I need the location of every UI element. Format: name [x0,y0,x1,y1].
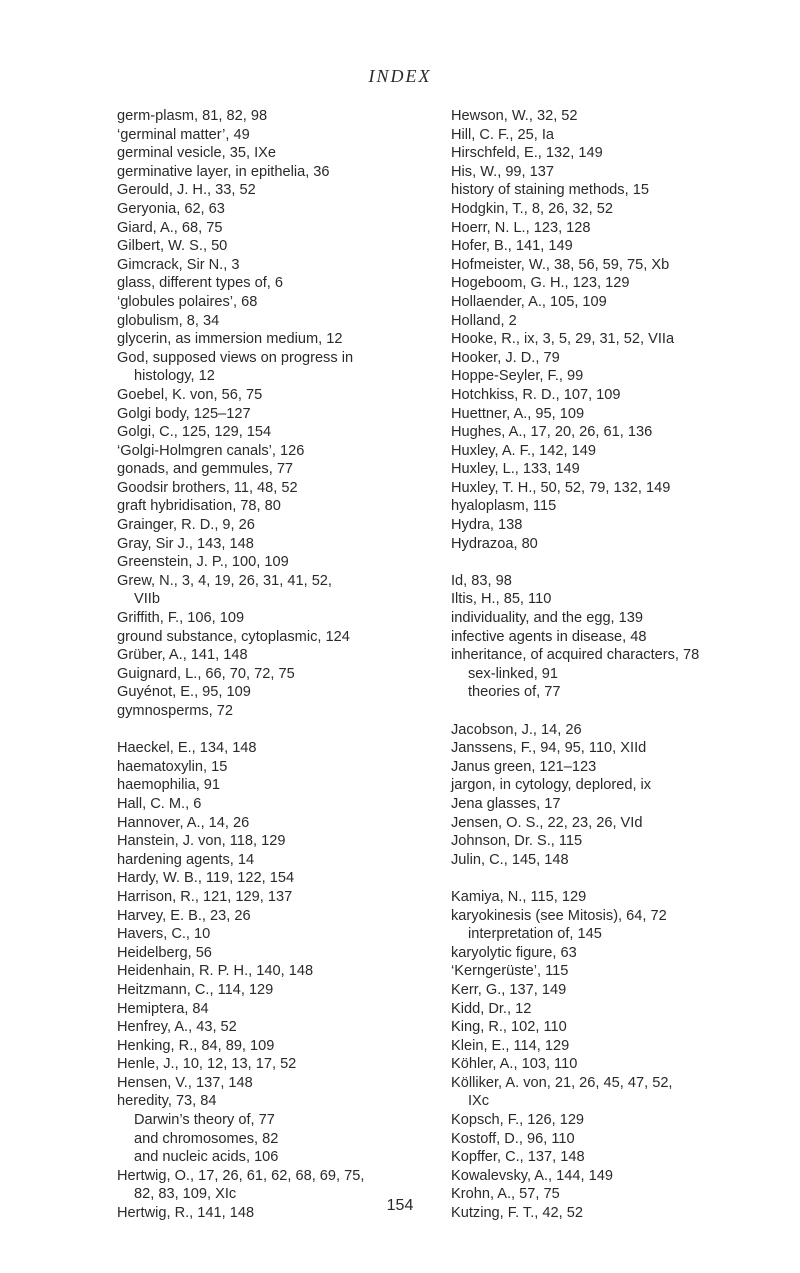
index-entry: Kostoff, D., 96, 110 [451,1130,575,1147]
index-entry: germinal vesicle, 35, IXe [117,145,276,162]
index-entry: gonads, and gemmules, 77 [117,461,294,478]
index-entry: Grainger, R. D., 9, 26 [117,517,255,534]
index-entry: Hooke, R., ix, 3, 5, 29, 31, 52, VIIa [451,331,675,348]
index-column-right [451,107,781,1223]
section-gap [451,702,781,721]
index-entry: God, supposed views on progress in [117,349,354,366]
index-entry: ‘Golgi-Holmgren canals’, 126 [117,442,305,459]
index-entry: Hannover, A., 14, 26 [117,814,250,831]
index-entry: Kerr, G., 137, 149 [451,981,567,998]
index-entry: Jena glasses, 17 [451,795,561,812]
index-entry: hyaloplasm, 115 [451,498,557,515]
index-entry: ground substance, cytoplasmic, 124 [117,628,350,645]
index-entry: Julin, C., 145, 148 [451,851,569,868]
index-entry: history of staining methods, 15 [451,182,649,199]
index-entry: Golgi, C., 125, 129, 154 [117,424,272,441]
index-entry: Heidelberg, 56 [117,944,212,961]
index-entry: Hemiptera, 84 [117,1000,209,1017]
index-entry: jargon, in cytology, deplored, ix [451,777,652,794]
index-entry: Hertwig, O., 17, 26, 61, 62, 68, 69, 75, [117,1167,365,1184]
index-entry: Havers, C., 10 [117,926,211,943]
index-entry: Kutzing, F. T., 42, 52 [451,1205,583,1222]
index-entry: ‘globules polaires’, 68 [117,293,258,310]
index-entry: Grew, N., 3, 4, 19, 26, 31, 41, 52, [117,572,332,589]
index-subentry: and chromosomes, 82 [134,1130,279,1147]
section-gap [451,553,781,572]
index-entry: ‘Kerngerüste’, 115 [451,963,569,980]
index-entry: Gilbert, W. S., 50 [117,238,228,255]
index-entry: haemophilia, 91 [117,777,221,794]
index-entry: Haeckel, E., 134, 148 [117,740,257,757]
index-entry-continuation: IXc [468,1093,490,1110]
index-entry: Grüber, A., 141, 148 [117,647,248,664]
index-entry: Golgi body, 125–127 [117,405,251,422]
index-entry: glycerin, as immersion medium, 12 [117,331,343,348]
index-entry: Giard, A., 68, 75 [117,219,223,236]
index-subentry: theories of, 77 [468,684,561,701]
index-entry: graft hybridisation, 78, 80 [117,498,281,515]
index-entry: Krohn, A., 57, 75 [451,1186,560,1203]
index-entry: Griffith, F., 106, 109 [117,610,245,627]
index-entry: karyolytic figure, 63 [451,944,577,961]
index-entry: Kopsch, F., 126, 129 [451,1112,585,1129]
index-entry: gymnosperms, 72 [117,703,233,719]
index-entry: Hotchkiss, R. D., 107, 109 [451,386,621,403]
index-entry: haematoxylin, 15 [117,758,228,775]
index-entry: Jacobson, J., 14, 26 [451,721,582,738]
index-entry: Holland, 2 [451,312,517,329]
index-entry: Hewson, W., 32, 52 [451,108,578,124]
index-entry: Guignard, L., 66, 70, 72, 75 [117,665,295,682]
index-entry: Huxley, A. F., 142, 149 [451,442,596,459]
index-entry: germ-plasm, 81, 82, 98 [117,108,268,124]
index-entry: ‘germinal matter’, 49 [117,126,250,143]
index-entry: Janssens, F., 94, 95, 110, XIId [451,740,647,757]
index-entry: Kowalevsky, A., 144, 149 [451,1167,613,1184]
index-entry: individuality, and the egg, 139 [451,610,644,627]
index-entry: Id, 83, 98 [451,572,512,589]
index-entry: Henking, R., 84, 89, 109 [117,1037,275,1054]
index-entry: Iltis, H., 85, 110 [451,591,552,608]
index-entry-continuation: VIIb [134,591,160,608]
index-entry: Huxley, T. H., 50, 52, 79, 132, 149 [451,479,671,496]
index-entry: Goebel, K. von, 56, 75 [117,386,263,403]
index-entry: Hardy, W. B., 119, 122, 154 [117,870,295,887]
page-number: 154 [386,1197,414,1214]
index-entry: Gimcrack, Sir N., 3 [117,256,240,273]
index-entry: Greenstein, J. P., 100, 109 [117,554,289,571]
index-subentry: Darwin’s theory of, 77 [134,1112,275,1129]
index-entry: Heitzmann, C., 114, 129 [117,981,274,998]
index-entry: Gray, Sir J., 143, 148 [117,535,254,552]
index-entry: Gerould, J. H., 33, 52 [117,182,256,199]
index-entry: Huxley, L., 133, 149 [451,461,580,478]
section-gap [451,869,781,888]
index-column-left [117,107,437,1223]
index-entry: Kölliker, A. von, 21, 26, 45, 47, 52, [451,1074,673,1091]
index-entry: Hanstein, J. von, 118, 129 [117,833,286,850]
index-entry: Hall, C. M., 6 [117,795,202,812]
index-entry: Huettner, A., 95, 109 [451,405,585,422]
index-entry: karyokinesis (see Mitosis), 64, 72 [451,907,667,924]
index-subentry: sex-linked, 91 [468,665,559,682]
index-entry: Harrison, R., 121, 129, 137 [117,888,293,905]
index-entry: Heidenhain, R. P. H., 140, 148 [117,963,314,980]
index-entry: germinative layer, in epithelia, 36 [117,163,330,180]
index-entry: Goodsir brothers, 11, 48, 52 [117,479,298,496]
index-entry: Hooker, J. D., 79 [451,349,560,366]
index-entry: Hensen, V., 137, 148 [117,1074,253,1091]
index-entry: Hofer, B., 141, 149 [451,238,573,255]
index-entry: Hirschfeld, E., 132, 149 [451,145,603,162]
index-entry: Hydrazoa, 80 [451,535,538,552]
index-entry: King, R., 102, 110 [451,1019,567,1036]
index-entry: Johnson, Dr. S., 115 [451,833,583,850]
index-entry: Hoerr, N. L., 123, 128 [451,219,591,236]
index-entry-continuation: 82, 83, 109, XIc [134,1186,237,1203]
index-entry: Hertwig, R., 141, 148 [117,1205,255,1222]
index-entry: Kopffer, C., 137, 148 [451,1149,585,1166]
index-entry: hardening agents, 14 [117,851,255,868]
page-header: INDEX [368,66,432,86]
index-entry: heredity, 73, 84 [117,1093,217,1110]
index-subentry: and nucleic acids, 106 [134,1149,279,1166]
index-entry: Hofmeister, W., 38, 56, 59, 75, Xb [451,256,670,273]
index-entry: Klein, E., 114, 129 [451,1037,570,1054]
index-entry: Jensen, O. S., 22, 23, 26, VId [451,814,643,831]
index-entry: Hogeboom, G. H., 123, 129 [451,275,630,292]
index-entry: glass, different types of, 6 [117,275,284,292]
index-entry: Guyénot, E., 95, 109 [117,684,251,701]
index-entry-continuation: histology, 12 [134,368,215,385]
index-entry: infective agents in disease, 48 [451,628,647,645]
index-entry: Hill, C. F., 25, Ia [451,126,554,143]
index-entry: Hodgkin, T., 8, 26, 32, 52 [451,200,613,217]
index-entry: Hydra, 138 [451,517,523,534]
index-entry: globulism, 8, 34 [117,312,220,329]
index-entry: Hoppe-Seyler, F., 99 [451,368,584,385]
index-entry: inheritance, of acquired characters, 78 [451,647,700,664]
index-entry: Hughes, A., 17, 20, 26, 61, 136 [451,424,653,441]
index-entry: Kamiya, N., 115, 129 [451,888,587,905]
index-subentry: interpretation of, 145 [468,926,602,943]
index-entry: Hollaender, A., 105, 109 [451,293,607,310]
index-entry: Henfrey, A., 43, 52 [117,1019,237,1036]
index-entry: Janus green, 121–123 [451,758,597,775]
index-entry: His, W., 99, 137 [451,163,555,180]
index-entry: Henle, J., 10, 12, 13, 17, 52 [117,1056,297,1073]
section-gap [117,721,437,740]
index-entry: Kidd, Dr., 12 [451,1000,532,1017]
index-entry: Harvey, E. B., 23, 26 [117,907,251,924]
index-entry: Köhler, A., 103, 110 [451,1056,578,1073]
index-entry: Geryonia, 62, 63 [117,200,225,217]
